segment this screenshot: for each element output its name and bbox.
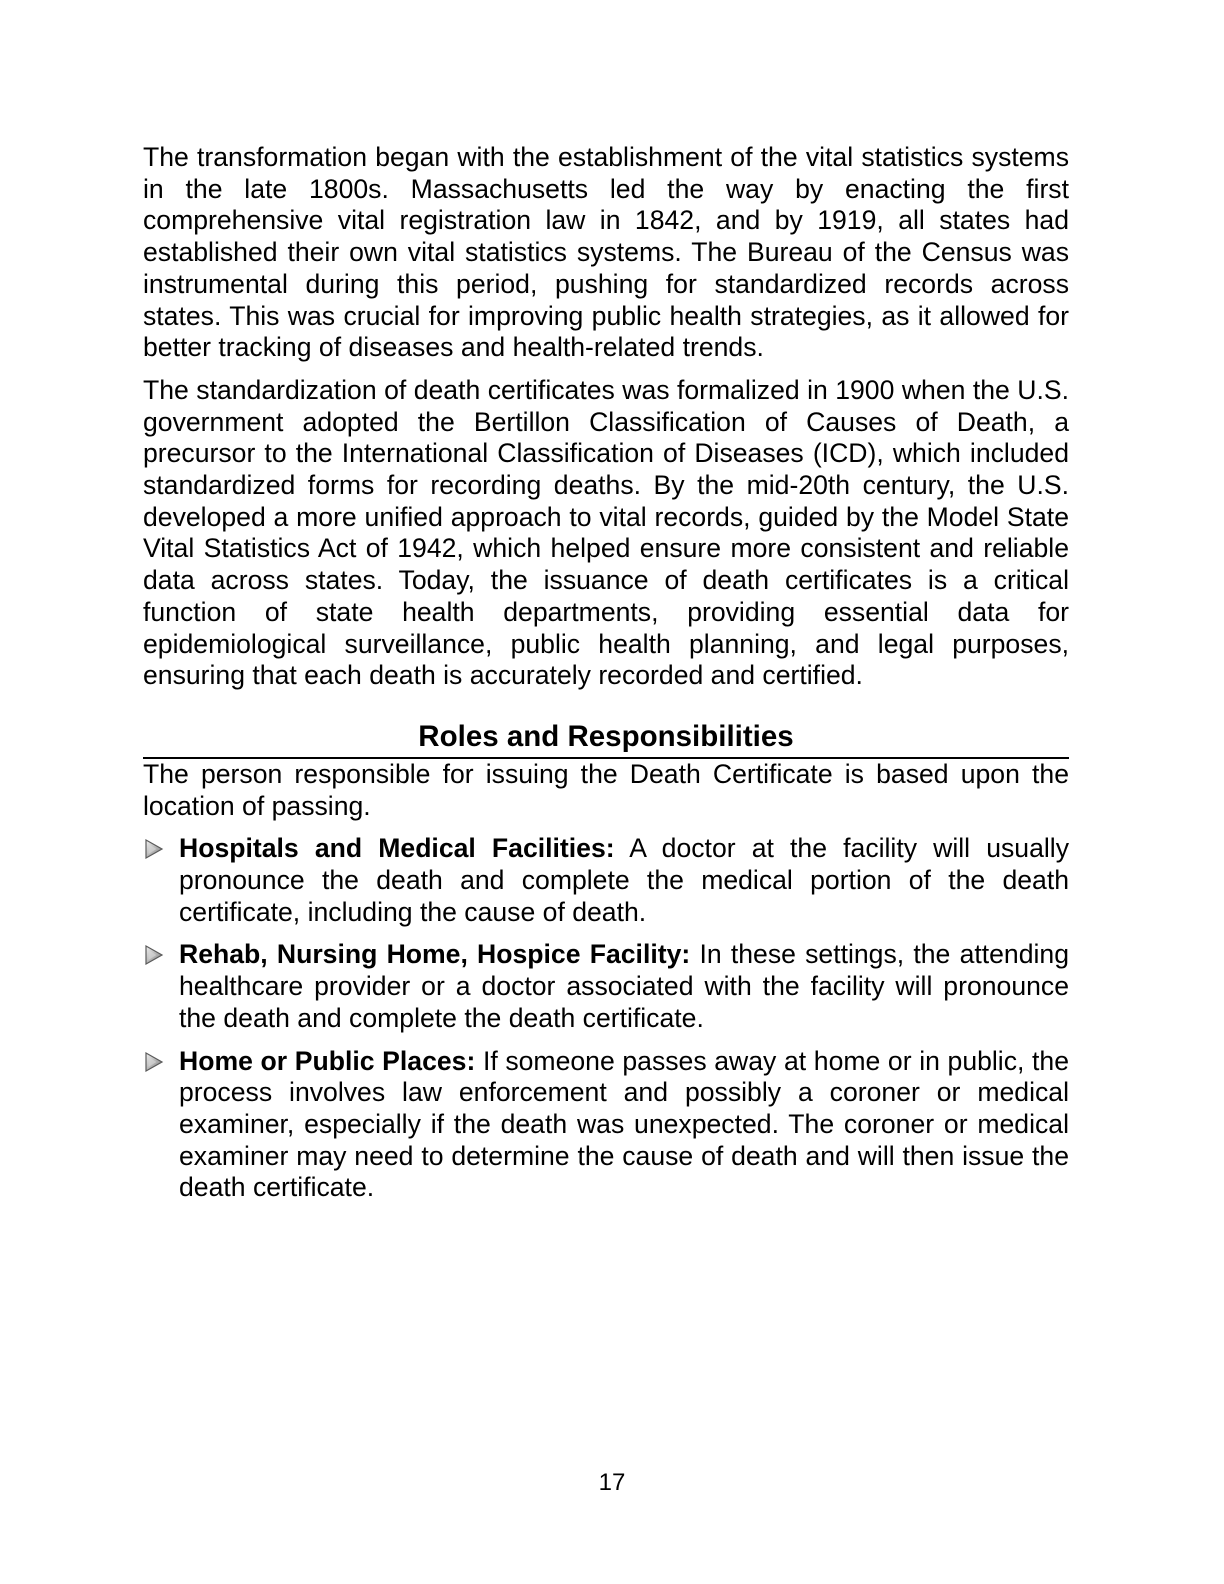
paragraph-death-certificate-standardization: The standardization of death certificates was formalized in 1900 when the U.S. government adopted the Bertillon Classification of Causes of Death, a precursor to the International Classification of Diseases (ICD), which included standardized forms for recording deaths. By the mid-20th century, the U.S. developed a more unified approach to vital records, guided by the Model State Vital Statistics Act of 1942, which helped ensure more consistent and reliable data across states. Today, the issuance of death certificates is a critical function of state health departments, providing essential data for epidemiological surveillance, public health planning, and legal purposes, ensuring that each death is accurately recorded and certified.	[143, 374, 1069, 691]
triangle-bullet-icon	[144, 1052, 164, 1072]
list-item-text	[179, 939, 1069, 1034]
page-number: 17	[598, 1469, 626, 1496]
page-content	[143, 142, 1069, 1215]
section-intro: The person responsible for issuing the Death Certificate is based upon the location of passing.	[143, 758, 1069, 821]
list-item-text	[179, 1046, 1069, 1205]
list-item-hospitals	[143, 833, 1069, 928]
paragraph-vital-statistics-history: The transformation began with the establishment of the vital statistics systems in the late 1800s. Massachusetts led the way by enacting the first comprehensive vital registration law in 1842, and by 1919, all states had established their own vital statistics systems. The Bureau of the Census was instrumental during this period, pushing for standardized records across states. This was crucial for improving public health strategies, as it allowed for better tracking of diseases and health-related trends.	[143, 142, 1069, 363]
responsibility-list	[143, 833, 1069, 1204]
section-heading: Roles and Responsibilities	[143, 719, 1069, 759]
list-item-term: Hospitals and Medical Facilities:	[179, 833, 615, 864]
list-item-home-public	[143, 1046, 1069, 1205]
triangle-bullet-icon	[144, 839, 164, 859]
list-item-term: Home or Public Places:	[179, 1045, 476, 1076]
list-item-description: A doctor at the facility will usually pronounce the death and complete the medical portion of the death certificate, including the cause of death.	[179, 833, 1070, 927]
list-item-text	[179, 833, 1069, 928]
triangle-bullet-icon	[144, 945, 164, 965]
list-item-rehab-nursing-hospice	[143, 939, 1069, 1034]
list-item-term: Rehab, Nursing Home, Hospice Facility:	[179, 939, 691, 970]
list-item-description: In these settings, the attending healthcare provider or a doctor associated with the facility will pronounce the death and complete the death certificate.	[179, 939, 1069, 1033]
list-item-description: If someone passes away at home or in public, the process involves law enforcement and possibly a coroner or medical examiner, especially if the death was unexpected. The coroner or medical examiner may need to determine the cause of death and will then issue the death certificate.	[179, 1045, 1069, 1203]
